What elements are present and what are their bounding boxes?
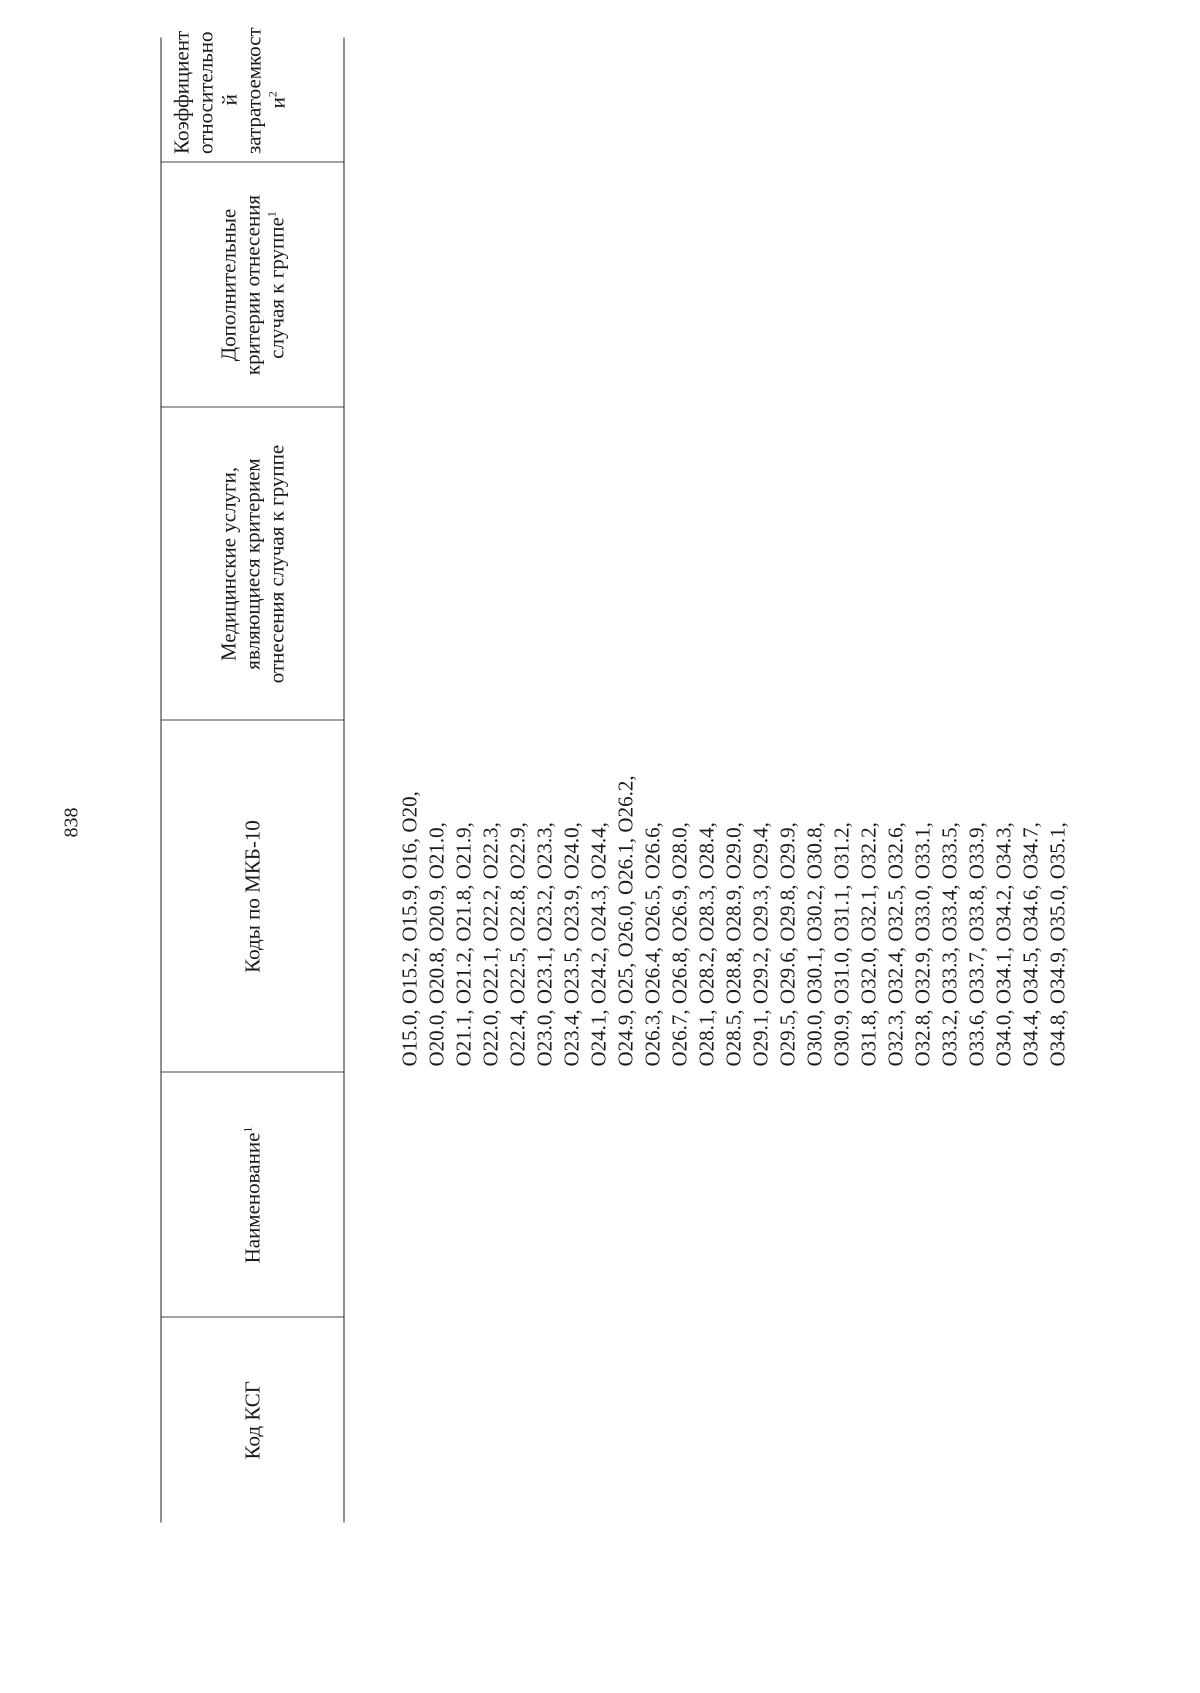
icd-code-line: O26.7, O26.8, O26.9, O28.0, <box>667 822 692 1067</box>
icd-codes-list <box>397 727 1072 1067</box>
document-page <box>1 0 1200 1693</box>
icd-code-line: O34.8, O34.9, O35.0, O35.1, <box>1045 822 1070 1067</box>
header-additional-criteria: Дополнительные критерии отнесения случая к группе$^1$ <box>161 163 344 408</box>
header-ksg-code: Код КСГ <box>161 1318 344 1523</box>
icd-code-line: O21.1, O21.2, O21.8, O21.9, <box>451 822 476 1067</box>
cell-name <box>344 1073 1072 1318</box>
icd-code-line: O22.0, O22.1, O22.2, O22.3, <box>478 822 503 1067</box>
header-name: Наименование$^1$ <box>161 1073 344 1318</box>
ksg-table <box>161 27 1072 1523</box>
icd-code-line: O31.8, O32.0, O32.1, O32.2, <box>856 822 881 1067</box>
icd-code-line: O26.3, O26.4, O26.5, O26.6, <box>640 822 665 1067</box>
cell-medical-services <box>344 408 1072 721</box>
cell-coefficient <box>344 38 1072 163</box>
table-row <box>344 38 1072 1523</box>
cell-icd-codes <box>344 721 1072 1073</box>
cell-ksg-code <box>344 1318 1072 1523</box>
icd-code-line: O20.0, O20.8, O20.9, O21.0, <box>424 822 449 1067</box>
icd-code-line: O34.0, O34.1, O34.2, O34.3, <box>991 822 1016 1067</box>
icd-code-line: O29.1, O29.2, O29.3, O29.4, <box>748 822 773 1067</box>
icd-code-line: O33.6, O33.7, O33.8, O33.9, <box>964 822 989 1067</box>
icd-code-line: O34.4, O34.5, O34.6, O34.7, <box>1018 822 1043 1067</box>
cell-additional-criteria <box>344 163 1072 408</box>
icd-code-line: O15.0, O15.2, O15.9, O16, O20, <box>397 791 422 1067</box>
icd-code-line: O23.0, O23.1, O23.2, O23.3, <box>532 822 557 1067</box>
icd-code-line: O30.0, O30.1, O30.2, O30.8, <box>802 822 827 1067</box>
icd-code-line: O29.5, O29.6, O29.8, O29.9, <box>775 822 800 1067</box>
page-number: 838 <box>60 807 83 838</box>
icd-code-line: O33.2, O33.3, O33.4, O33.5, <box>937 822 962 1067</box>
icd-code-line: O23.4, O23.5, O23.9, O24.0, <box>559 822 584 1067</box>
icd-code-line: O32.3, O32.4, O32.5, O32.6, <box>883 822 908 1067</box>
icd-code-line: O24.9, O25, O26.0, O26.1, O26.2, <box>613 775 638 1067</box>
icd-code-line: O32.8, O32.9, O33.0, O33.1, <box>910 822 935 1067</box>
header-medical-services: Медицинские услуги, являющиеся критерием отнесения случая к группе <box>161 408 344 721</box>
icd-code-line: O30.9, O31.0, O31.1, O31.2, <box>829 822 854 1067</box>
icd-code-line: O28.5, O28.8, O28.9, O29.0, <box>721 822 746 1067</box>
header-coefficient: Коэффициент относительно й затратоемкост $и^2$ <box>161 38 344 163</box>
table-header-row <box>161 38 344 1523</box>
icd-code-line: O24.1, O24.2, O24.3, O24.4, <box>586 822 611 1067</box>
icd-code-line: O22.4, O22.5, O22.8, O22.9, <box>505 822 530 1067</box>
icd-code-line: O28.1, O28.2, O28.3, O28.4, <box>694 822 719 1067</box>
header-icd-codes: Коды по МКБ-10 <box>161 721 344 1073</box>
